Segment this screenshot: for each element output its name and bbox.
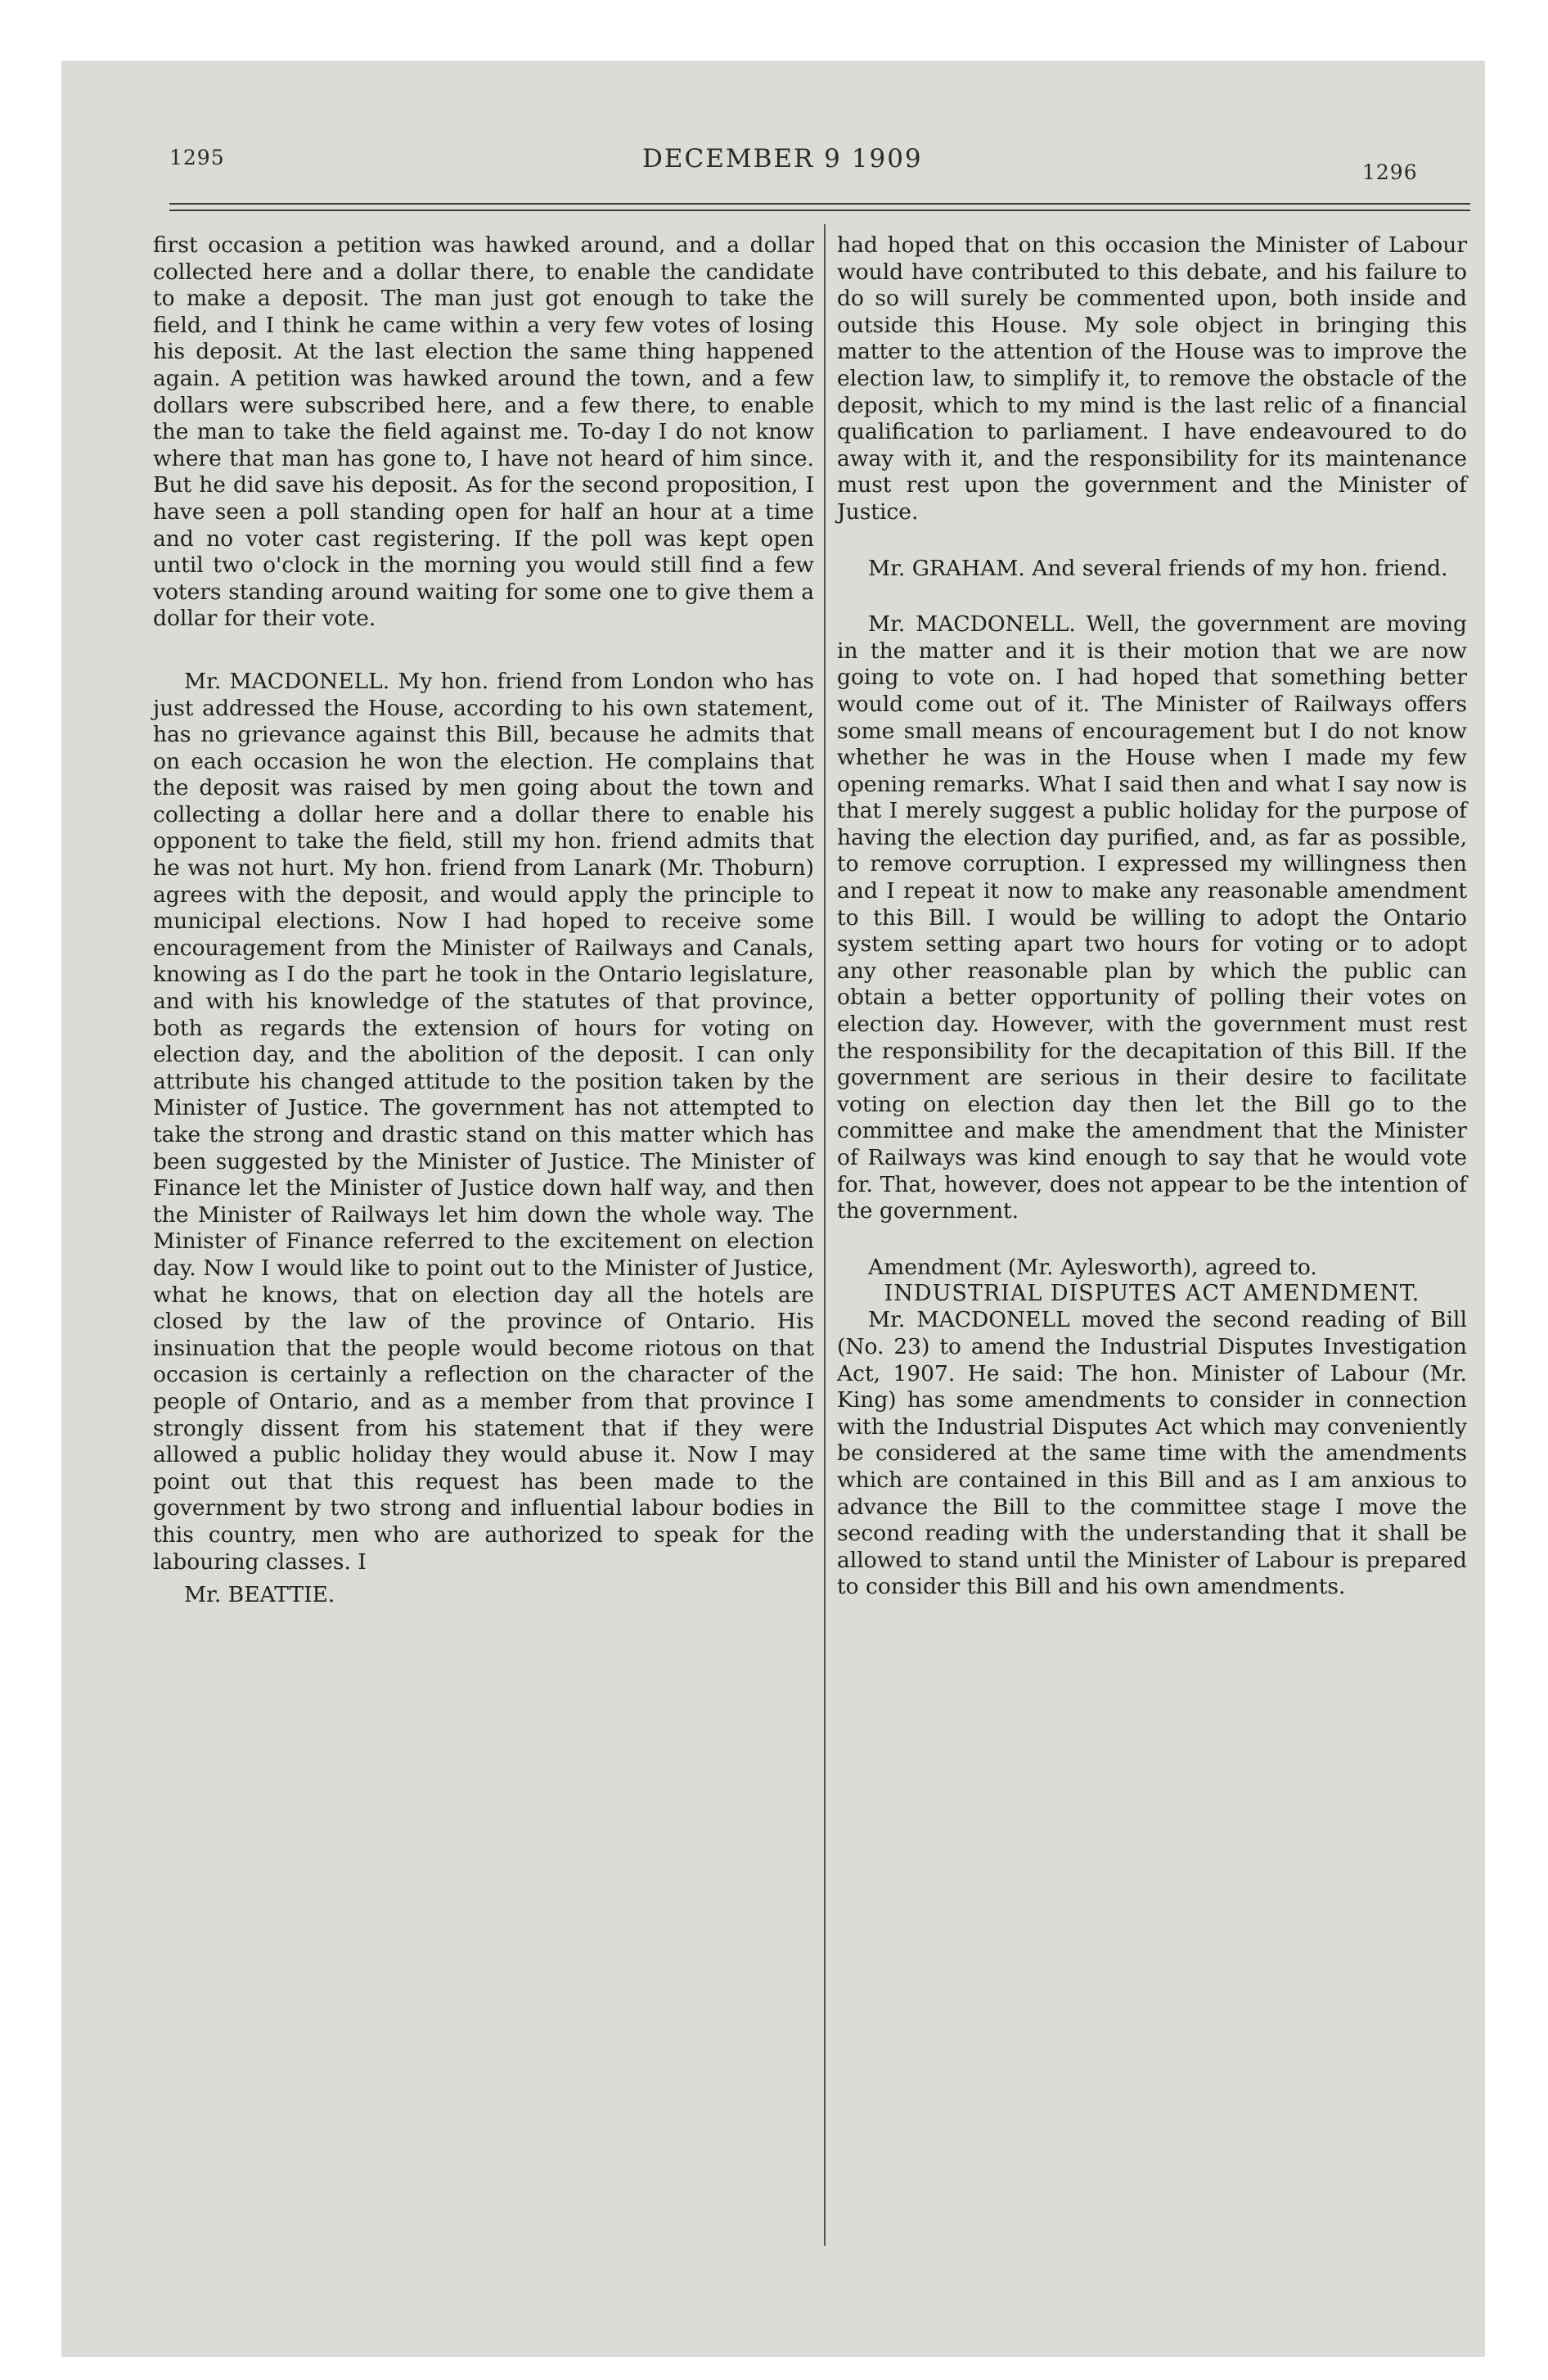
left-column [153, 232, 814, 1609]
left-paragraph-2: Mr. MACDONELL. My hon. friend from London who has just addressed the House, according to his own statement, has no grievance against this Bill, because he admits that on each occasion he won the election. He complains that the deposit was raised by men going about the town and collecting a dollar here and a dollar there to enable his opponent to take the field, still my hon. friend admits that he was not hurt. My hon. friend from Lanark (Mr. Thoburn) agrees with the deposit, and would apply the principle to municipal elections. Now I had hoped to receive some encouragement from the Minister of Railways and Canals, knowing as I do the part he took in the Ontario legislature, and with his knowledge of the statutes of that province, both as regards the extension of hours for voting on election day, and the abolition of the deposit. I can only attribute his changed attitude to the position taken by the Minister of Justice. The government has not attempted to take the strong and drastic stand on this matter which has been suggested by the Minister of Justice. The Minister of Finance let the Minister of Justice down half way, and then the Minister of Railways let him down the whole way. The Minister of Finance referred to the excitement on election day. Now I would like to point out to the Minister of Justice, what he knows, that on election day all the hotels are closed by the law of the province of Ontario. His insinuation that the people would become riotous on that occasion is certainly a reflection on the character of the people of Ontario, and as a member from that province I strongly dissent from his statement that if they were allowed a public holiday they would abuse it. Now I may point out that this request has been made to the government by two strong and influential labour bodies in this country, men who are authorized to speak for the labouring classes. I [153, 668, 814, 1575]
page [61, 61, 1485, 2357]
page-header [61, 61, 1485, 224]
header-rule-top [169, 203, 1470, 205]
right-column [837, 232, 1467, 1601]
page-number-right: 1296 [1362, 160, 1418, 184]
header-rule-bottom [169, 210, 1470, 211]
right-paragraph-5: Mr. MACDONELL moved the second reading of Bill (No. 23) to amend the Industrial Disputes Investigation Act, 1907. He said: The hon. Minister of Labour (Mr. King) has some amendments to consider in connection with the Industrial Disputes Act which may conveniently be considered at the same time with the amendments which are contained in this Bill and as I am anxious to advance the Bill to the committee stage I move the second reading with the understanding that it shall be allowed to stand until the Minister of Labour is prepared to consider this Bill and his own amendments. [837, 1307, 1467, 1600]
column-divider [824, 224, 826, 2246]
page-number-left: 1295 [169, 146, 225, 169]
right-paragraph-4: Amendment (Mr. Aylesworth), agreed to. [868, 1254, 1317, 1280]
right-paragraph-3: Mr. MACDONELL. Well, the government are moving in the matter and it is their motion that we are now going to vote on. I had hoped that something better would come out of it. The Minister of Railways offers some small means of encouragement but I do not know whether he was in the House when I made my few opening remarks. What I said then and what I say now is that I merely suggest a public holiday for the purpose of having the election day purified, and, as far as possible, to remove corruption. I expressed my willingness then and I repeat it now to make any reasonable amendment to this Bill. I would be willing to adopt the Ontario system setting apart two hours for voting or to adopt any other reasonable plan by which the public can obtain a better opportunity of polling their votes on election day. However, with the government must rest the responsibility for the decapitation of this Bill. If the government are serious in their desire to facilitate voting on election day then let the Bill go to the committee and make the amendment that the Minister of Railways was kind enough to say that he would vote for. That, however, does not appear to be the intention of the government. [837, 611, 1467, 1224]
section-heading: INDUSTRIAL DISPUTES ACT AMENDMENT. [884, 1281, 1420, 1307]
right-paragraph-1: had hoped that on this occasion the Minister of Labour would have contributed to this debate, and his failure to do so will surely be commented upon, both inside and outside this House. My sole object in bringing this matter to the attention of the House was to improve the election law, to simplify it, to remove the obstacle of the deposit, which to my mind is the last relic of a financial qualification to parliament. I have endeavoured to do away with it, and the responsibility for its maintenance must rest upon the government and the Minister of Justice. [837, 232, 1467, 525]
page-date-title: DECEMBER 9 1909 [642, 144, 923, 174]
right-paragraph-2: Mr. GRAHAM. And several friends of my hon. friend. [868, 555, 1448, 581]
left-paragraph-1: first occasion a petition was hawked around, and a dollar collected here and a dollar there, to enable the candidate to make a deposit. The man just got enough to take the field, and I think he came within a very few votes of losing his deposit. At the last election the same thing happened again. A petition was hawked around the town, and a few dollars were subscribed here, and a few there, to enable the man to take the field against me. To-day I do not know where that man has gone to, I have not heard of him since. But he did save his deposit. As for the second proposition, I have seen a poll standing open for half an hour at a time and no voter cast registering. If the poll was kept open until two o'clock in the morning you would still find a few voters standing around waiting for some one to give them a dollar for their vote. [153, 232, 814, 632]
footer-speaker: Mr. BEATTIE. [184, 1582, 335, 1608]
